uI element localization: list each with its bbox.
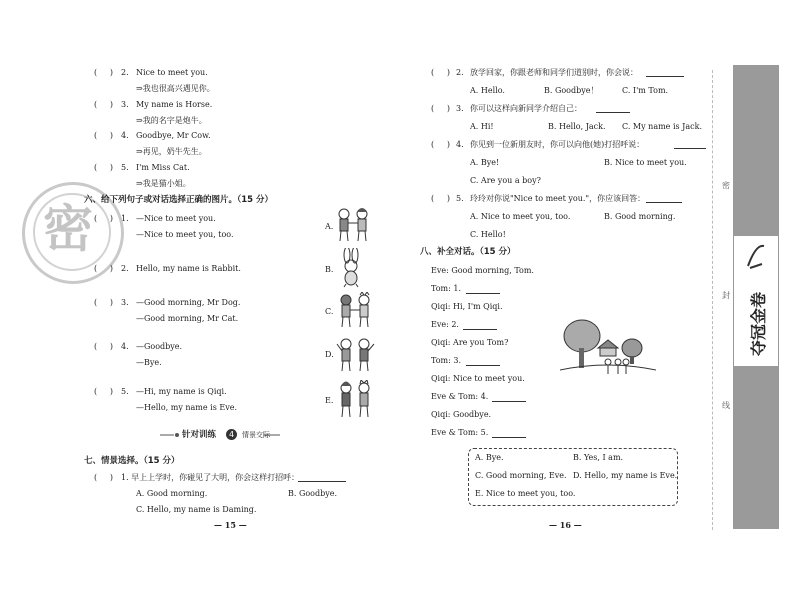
answer-paren[interactable]: ( )	[94, 100, 113, 109]
answer-blank[interactable]	[596, 105, 630, 113]
item-number: 5.	[456, 194, 464, 203]
answer-paren[interactable]: ( )	[94, 264, 113, 273]
dialogue-line: Eve: 2.	[431, 320, 459, 329]
translation-text: ⇒我是猫小姐。	[136, 179, 191, 188]
item-number: 1.	[121, 214, 129, 223]
option-a: A. Bye!	[470, 158, 500, 167]
question-text: 你见到一位新朋友时，你可以向他(她)打招呼说：	[470, 140, 645, 149]
option-c: C. I'm Tom.	[622, 86, 669, 95]
option-c: C. Hello, my name is Daming.	[136, 505, 257, 514]
margin-char-line: 线	[722, 401, 730, 410]
picture-dog-and-cat	[334, 292, 378, 330]
answer-paren[interactable]: ( )	[94, 68, 113, 77]
picture-rabbit	[336, 248, 366, 288]
binding-dashed-line	[712, 70, 713, 530]
dialogue-line: Tom: 3.	[431, 356, 461, 365]
brand-title: 夺冠金卷	[749, 291, 768, 356]
picture-park-scene	[560, 318, 656, 382]
option-b: B. Goodbye！	[544, 86, 599, 95]
answer-paren[interactable]: ( )	[431, 140, 450, 149]
translation-text: ⇒我的名字是炮牛。	[136, 116, 207, 125]
answer-paren[interactable]: ( )	[94, 163, 113, 172]
option-b: B. Yes, I am.	[573, 453, 624, 462]
translation-text: ⇒再见，奶牛先生。	[136, 147, 207, 156]
answer-blank[interactable]	[646, 69, 684, 77]
option-c: C. Hello!	[470, 230, 506, 239]
option-a: A. Hi!	[470, 122, 494, 131]
sidebar-top-band	[734, 66, 778, 236]
answer-paren[interactable]: ( )	[431, 104, 450, 113]
item-number: 4.	[456, 140, 464, 149]
answer-blank[interactable]	[463, 322, 497, 330]
item-number: 3.	[121, 298, 129, 307]
dialogue-line-1: —Goodbye.	[136, 342, 183, 351]
stamp-character: 密	[43, 200, 93, 258]
dialogue-line-2: —Hello, my name is Eve.	[136, 403, 238, 412]
picture-label-b: B.	[325, 265, 334, 274]
picture-label-e: E.	[325, 396, 334, 405]
option-d: D. Hello, my name is Eve.	[573, 471, 678, 480]
picture-label-d: D.	[325, 350, 334, 359]
option-e: E. Nice to meet you, too.	[475, 489, 576, 498]
option-b: B. Nice to meet you.	[604, 158, 687, 167]
item-number: 2.	[121, 264, 129, 273]
answer-paren[interactable]: ( )	[94, 342, 113, 351]
answer-paren[interactable]: ( )	[94, 473, 113, 482]
sidebar-bottom-band	[734, 366, 778, 528]
answer-blank[interactable]	[466, 358, 500, 366]
dialogue-line-1: —Good morning, Mr Dog.	[136, 298, 241, 307]
section-6-title: 六、给下列句子或对话选择正确的图片。（15 分）	[84, 195, 274, 205]
answer-blank[interactable]	[492, 394, 526, 402]
question-text: Goodbye, Mr Cow.	[136, 131, 211, 140]
answer-paren[interactable]: ( )	[94, 131, 113, 140]
dialogue-line: Qiqi: Are you Tom?	[431, 338, 509, 347]
question-text: 你可以这样向新同学介绍自己：	[470, 104, 582, 113]
item-number: 4.	[121, 342, 129, 351]
page-number-left: — 15 —	[214, 520, 247, 530]
answer-blank[interactable]	[298, 474, 346, 482]
option-c: C. Good morning, Eve.	[475, 471, 567, 480]
dialogue-line: Eve: Good morning, Tom.	[431, 266, 534, 275]
question-text: 放学回家，你跟老师和同学们道别时，你会说：	[470, 68, 638, 77]
dialogue-line-1: —Nice to meet you.	[136, 214, 216, 223]
dialogue-line: Eve & Tom: 5.	[431, 428, 489, 437]
answer-blank[interactable]	[674, 141, 706, 149]
option-a: A. Hello.	[470, 86, 505, 95]
option-a: A. Nice to meet you, too.	[470, 212, 571, 221]
option-c: C. My name is Jack.	[622, 122, 703, 131]
item-number: 4.	[121, 131, 129, 140]
question-text: My name is Horse.	[136, 100, 213, 109]
dialogue-line-2: —Bye.	[136, 358, 162, 367]
page-number-right: — 16 —	[549, 520, 582, 530]
dialogue-line-1: —Hi, my name is Qiqi.	[136, 387, 227, 396]
dialogue-line: Eve & Tom: 4.	[431, 392, 489, 401]
answer-blank[interactable]	[466, 286, 500, 294]
picture-kids-waving-goodbye	[334, 336, 378, 374]
picture-label-c: C.	[325, 307, 334, 316]
translation-text: ⇒我也很高兴遇见你。	[136, 84, 215, 93]
dialogue-line: Qiqi: Goodbye.	[431, 410, 492, 419]
part7-q1-text: 1. 早上上学时，你碰见了大明，你会这样打招呼：	[121, 473, 300, 482]
item-number: 2.	[456, 68, 464, 77]
dialogue-line-2: —Good morning, Mr Cat.	[136, 314, 239, 323]
answer-blank[interactable]	[492, 430, 526, 438]
answer-paren[interactable]: ( )	[431, 68, 450, 77]
option-c: C. Are you a boy?	[470, 176, 541, 185]
brand-logo-icon	[746, 242, 766, 272]
banner-subtitle: 情景交际	[242, 431, 270, 439]
question-text: Nice to meet you.	[136, 68, 208, 77]
dialogue-line: Qiqi: Hi, I'm Qiqi.	[431, 302, 503, 311]
section-8-title: 八、补全对话。（15 分）	[420, 247, 516, 257]
dialogue-line: Tom: 1.	[431, 284, 461, 293]
section-7-title: 七、情景选择。（15 分）	[84, 456, 180, 466]
answer-paren[interactable]: ( )	[431, 194, 450, 203]
item-number: 5.	[121, 163, 129, 172]
item-number: 2.	[121, 68, 129, 77]
option-b: B. Hello, Jack.	[548, 122, 606, 131]
answer-paren[interactable]: ( )	[94, 298, 113, 307]
item-number: 5.	[121, 387, 129, 396]
option-a: A. Good morning.	[136, 489, 208, 498]
question-text: I'm Miss Cat.	[136, 163, 190, 172]
answer-paren[interactable]: ( )	[94, 387, 113, 396]
item-number: 3.	[121, 100, 129, 109]
training-banner	[160, 428, 280, 442]
options-box	[468, 448, 678, 506]
margin-char-seal: 密	[722, 181, 730, 190]
brand-sidebar	[733, 65, 779, 529]
answer-paren[interactable]: ( )	[94, 214, 113, 223]
answer-blank[interactable]	[646, 195, 682, 203]
dialogue-line-1: Hello, my name is Rabbit.	[136, 264, 241, 273]
picture-label-a: A.	[325, 222, 334, 231]
item-number: 3.	[456, 104, 464, 113]
question-text: 玲玲对你说"Nice to meet you."，你应该回答：	[470, 194, 646, 203]
banner-label: 针对训练	[182, 430, 217, 440]
picture-two-kids-greeting	[332, 206, 376, 244]
picture-qiqi-and-eve	[334, 380, 378, 420]
option-a: A. Bye.	[475, 453, 504, 462]
banner-number: 4	[226, 429, 237, 440]
option-b: B. Good morning.	[604, 212, 676, 221]
dialogue-line: Qiqi: Nice to meet you.	[431, 374, 525, 383]
dialogue-line-2: —Nice to meet you, too.	[136, 230, 234, 239]
option-b: B. Goodbye.	[288, 489, 338, 498]
margin-char-seal: 封	[722, 291, 730, 300]
